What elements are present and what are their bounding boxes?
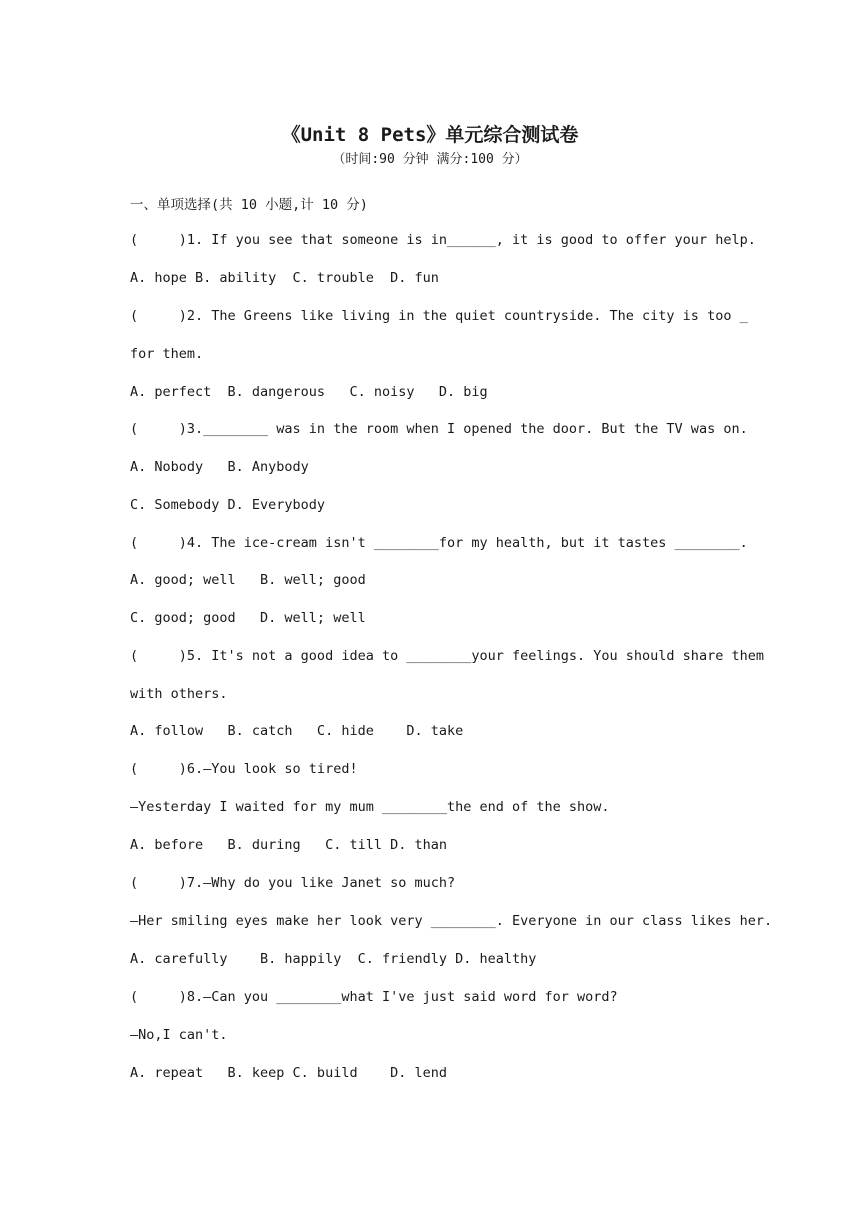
options-line: A. carefully B. happily C. friendly D. healthy bbox=[130, 951, 537, 967]
options-line: C. Somebody D. Everybody bbox=[130, 497, 326, 513]
options-line: A. hope B. ability C. trouble D. fun bbox=[130, 270, 439, 286]
question-line: ( )8.—Can you ________what I've just said word for word? bbox=[130, 989, 618, 1005]
options-line: A. Nobody B. Anybody bbox=[130, 459, 309, 475]
question-line: ( )3.________ was in the room when I opened the door. But the TV was on. bbox=[130, 421, 748, 437]
options-line: A. follow B. catch C. hide D. take bbox=[130, 723, 464, 739]
question-line-continued: with others. bbox=[130, 686, 228, 702]
question-line: ( )1. If you see that someone is in______, it is good to offer your help. bbox=[130, 232, 756, 248]
options-line: A. before B. during C. till D. than bbox=[130, 837, 447, 853]
document-subtitle: （时间:90 分钟 满分:100 分） bbox=[332, 152, 528, 167]
question-line: ( )5. It's not a good idea to ________your feelings. You should share them bbox=[130, 648, 764, 664]
dialogue-line: —Her smiling eyes make her look very ________. Everyone in our class likes her. bbox=[130, 913, 773, 929]
dialogue-line: —No,I can't. bbox=[130, 1027, 228, 1043]
question-line: ( )4. The ice-cream isn't ________for my health, but it tastes ________. bbox=[130, 535, 748, 551]
document-title: 《Unit 8 Pets》单元综合测试卷 bbox=[281, 124, 579, 146]
question-line: ( )6.—You look so tired! bbox=[130, 761, 358, 777]
options-line: C. good; good D. well; well bbox=[130, 610, 366, 626]
question-line: ( )7.—Why do you like Janet so much? bbox=[130, 875, 456, 891]
question-line-continued: for them. bbox=[130, 346, 204, 362]
dialogue-line: —Yesterday I waited for my mum ________the end of the show. bbox=[130, 799, 610, 815]
options-line: A. perfect B. dangerous C. noisy D. big bbox=[130, 384, 488, 400]
question-line: ( )2. The Greens like living in the quiet countryside. The city is too _ bbox=[130, 308, 748, 324]
section-heading: 一、单项选择(共 10 小题,计 10 分) bbox=[130, 197, 368, 213]
options-line: A. good; well B. well; good bbox=[130, 572, 366, 588]
options-line: A. repeat B. keep C. build D. lend bbox=[130, 1065, 447, 1081]
